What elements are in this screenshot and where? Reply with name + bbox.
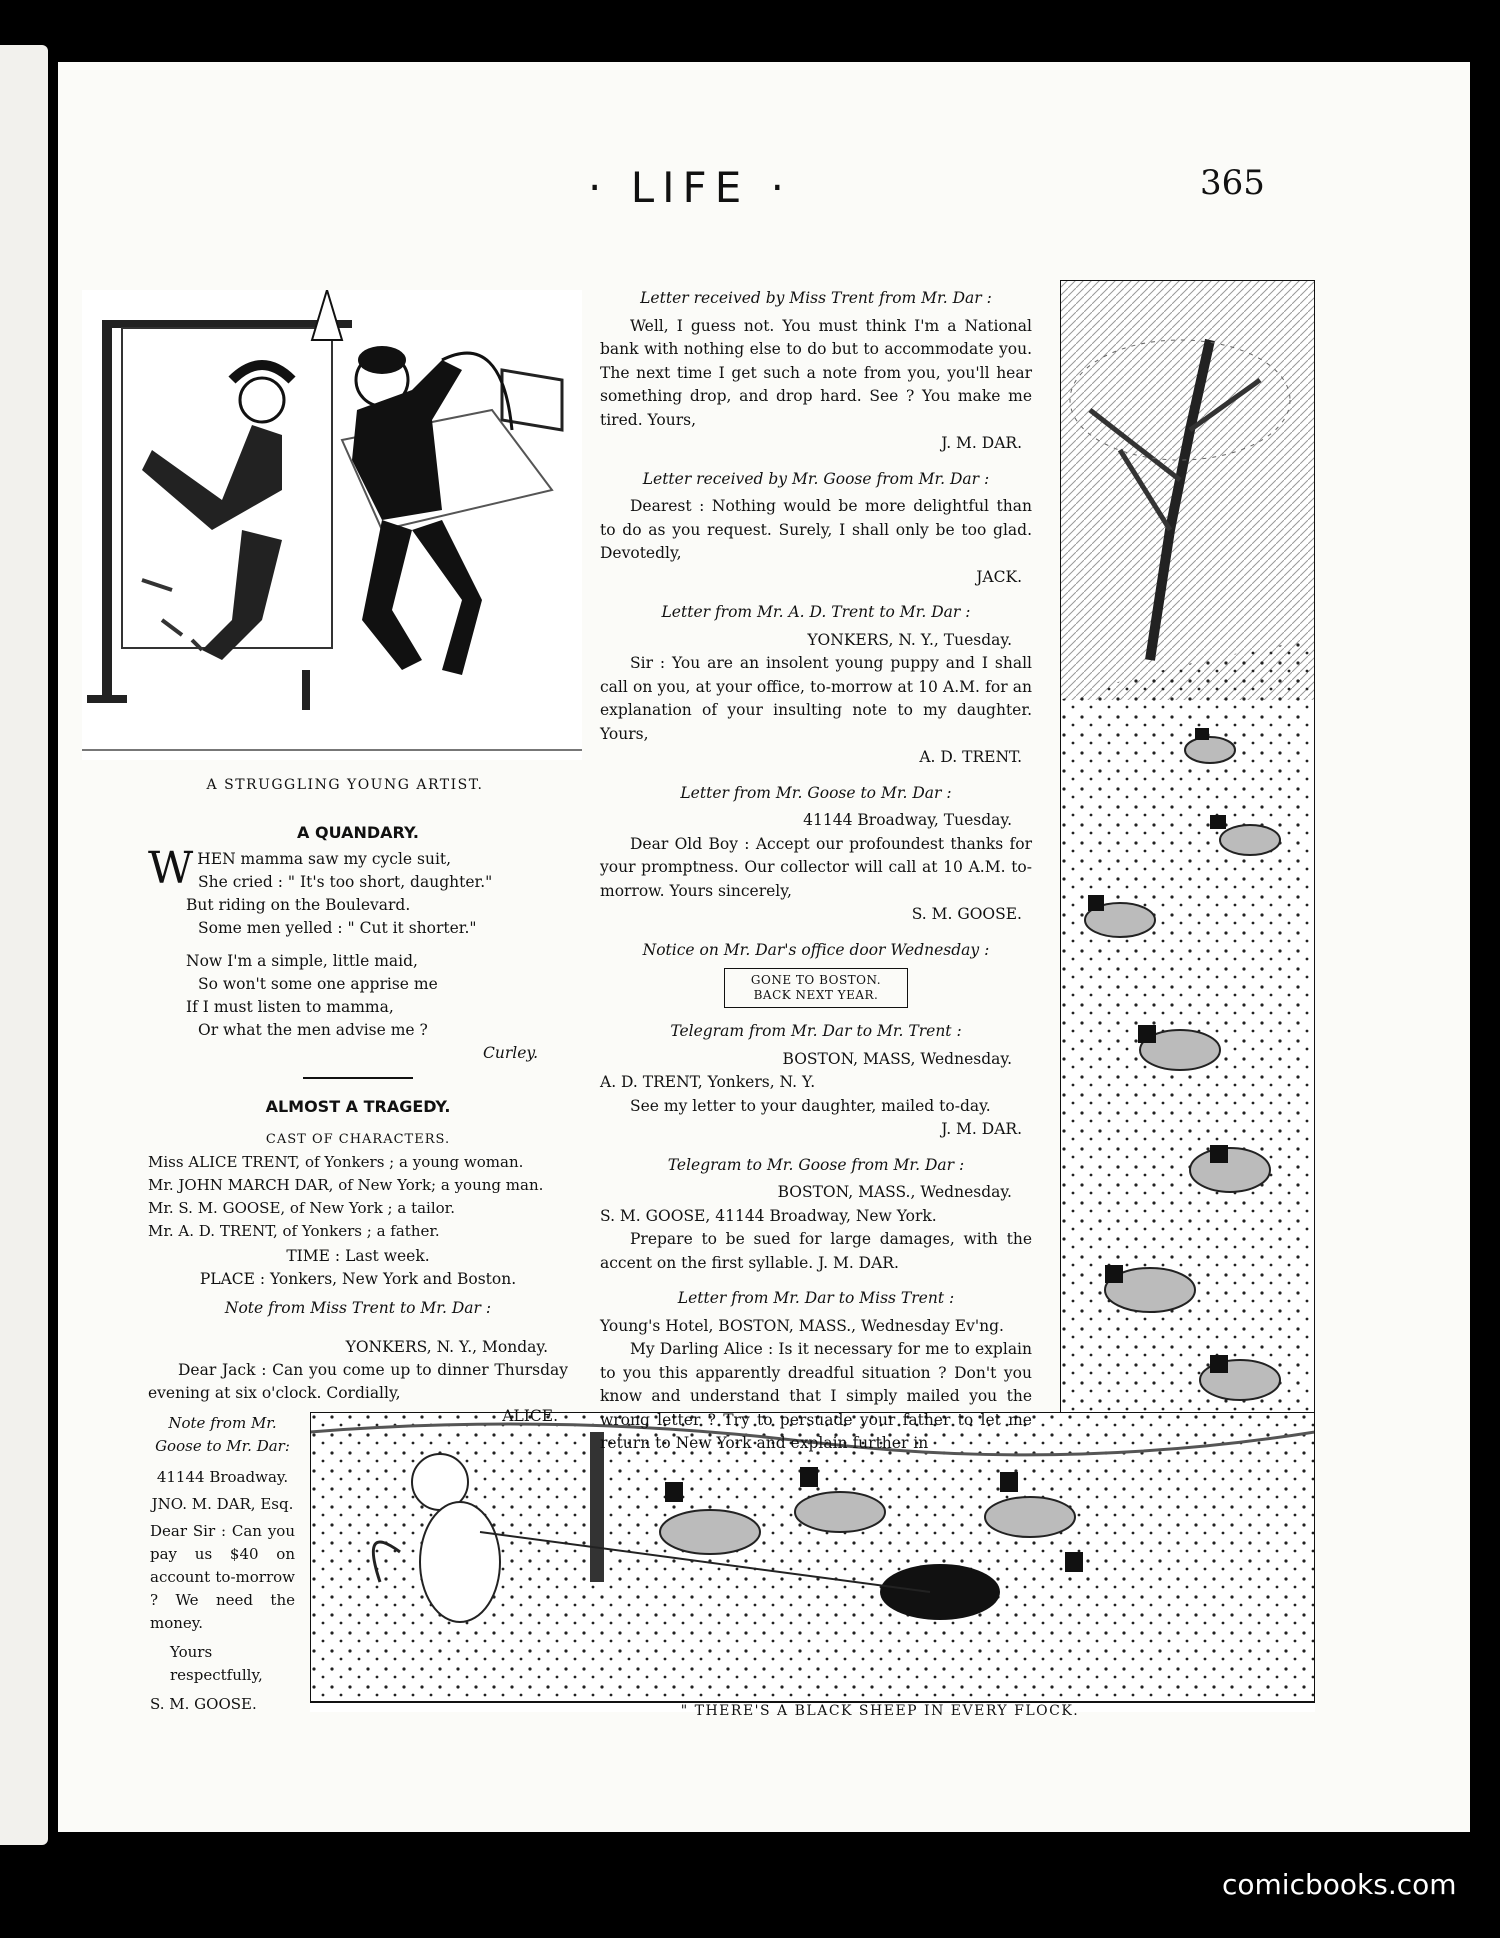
notice-line: BACK NEXT YEAR. [753,988,879,1002]
telegram-recipient: S. M. GOOSE, 41144 Broadway, New York. [600,1206,937,1225]
letter-body: Dearest : Nothing would be more delightful than to do as you request. Surely, I shall only be too glad. Devotedly, [600,497,1032,562]
goose-note-address: 41144 Broadway. [156,1468,289,1486]
poem-signature: Curley. [482,1044,538,1062]
watermark: comicbooks.com [1222,1868,1457,1901]
cast-member: Mr. A. D. TRENT, of Yonkers ; a father. [148,1222,440,1240]
letter-heading: Letter from Mr. A. D. Trent to Mr. Dar : [661,603,971,621]
quandary-poem [148,843,568,1065]
poem-line: Or what the men advise me ? [198,1021,428,1039]
time-line: TIME : Last week. [286,1247,430,1265]
telegram-dateline: BOSTON, MASS., Wednesday. [777,1183,1012,1201]
letter-body: Sir : You are an insolent young puppy and I shall call on you, at your office, to-morrow at 10 A.M. for an explanation of your insulting note to my daughter. Yours, [600,654,1032,743]
telegram-dateline: BOSTON, MASS, Wednesday. [782,1049,1012,1068]
letter-heading: Letter from Mr. Dar to Miss Trent : [677,1289,955,1307]
telegram-heading: Telegram from Mr. Dar to Mr. Trent : [670,1022,962,1040]
letter-signature: S. M. GOOSE. [911,905,1022,923]
cast-title: CAST OF CHARACTERS. [265,1132,451,1147]
letter-body: Dear Old Boy : Accept our profoundest thanks for your promptness. Our collector will call at 10 A.M. to-morrow. Yours sincerely, [600,834,1032,900]
note1-dateline: YONKERS, N. Y., Monday. [345,1337,548,1356]
office-door-notice [724,968,908,1008]
note1-heading: Note from Miss Trent to Mr. Dar : [224,1299,492,1317]
quandary-title: A QUANDARY. [297,823,419,842]
telegram-body: See my letter to your daughter, mailed to-day. [630,1096,991,1115]
flock-illustration [310,1412,1315,1712]
place-line: PLACE : Yonkers, New York and Boston. [199,1270,517,1288]
notice-heading: Notice on Mr. Dar's office door Wednesday : [642,940,990,959]
middle-column [600,287,1032,1456]
poem-line: But riding on the Boulevard. [186,896,411,914]
flock-caption: " THERE'S A BLACK SHEEP IN EVERY FLOCK. [680,1703,1080,1719]
letter-heading: Letter from Mr. Goose to Mr. Dar : [680,783,952,802]
note1-signature: ALICE. [502,1406,558,1425]
letter-dateline: YONKERS, N. Y., Tuesday. [807,630,1012,649]
page-number: 365 [1200,163,1265,203]
letter-dateline: Young's Hotel, BOSTON, MASS., Wednesday Ev'ng. [600,1316,1004,1335]
telegram-heading: Telegram to Mr. Goose from Mr. Dar : [667,1155,965,1174]
artist-illustration [82,290,582,760]
poem-line: Some men yelled : " Cut it shorter." [198,919,477,937]
goose-note-closing: Yours respectfully, [170,1643,263,1684]
goose-note-signature: S. M. GOOSE. [150,1695,257,1713]
goose-note-column [150,1412,295,1716]
poem-line: So won't some one apprise me [198,975,438,993]
cast-member: Miss ALICE TRENT, of Yonkers ; a young woman. [148,1153,524,1171]
goose-note-body: Dear Sir : Can you pay us $40 on account to-morrow ? We need the money. [150,1522,295,1632]
note1-body: Dear Jack : Can you come up to dinner Thursday evening at six o'clock. Cordially, [148,1360,568,1402]
telegram-signature: J. M. DAR. [941,1120,1022,1138]
letter-signature: J. M. DAR. [941,434,1022,452]
letter-signature: JACK. [976,567,1022,586]
poem-line: If I must listen to mamma, [186,998,394,1016]
masthead: · LIFE · [588,163,792,212]
letter-heading: Letter received by Mr. Goose from Mr. Dar : [642,469,990,488]
artist-caption: A STRUGGLING YOUNG ARTIST. [206,777,484,793]
section-divider [303,1077,413,1079]
letter-body: Well, I guess not. You must think I'm a National bank with nothing else to do but to accommodate you. The next time I get such a note from you, you'll hear something drop, and drop hard. See ? You make me tired. Yours, [600,316,1032,429]
poem-line: HEN mamma saw my cycle suit, [197,850,452,868]
notice-line: GONE TO BOSTON. [750,973,882,987]
letter-dateline: 41144 Broadway, Tuesday. [803,811,1012,829]
drop-cap: W [148,843,194,894]
telegram-recipient: A. D. TRENT, Yonkers, N. Y. [600,1073,816,1091]
goose-note-heading: Note from Mr. Goose to Mr. Dar: [155,1414,290,1455]
left-column [148,815,568,1443]
letter-heading: Letter received by Miss Trent from Mr. Dar : [640,289,992,307]
poem-line: She cried : " It's too short, daughter." [198,873,493,891]
telegram-body: Prepare to be sued for large damages, with the accent on the first syllable. J. M. DAR. [600,1230,1032,1272]
cast-member: Mr. JOHN MARCH DAR, of New York; a young man. [148,1176,544,1194]
tragedy-title: ALMOST A TRAGEDY. [265,1097,451,1116]
letter-signature: A. D. TRENT. [919,748,1022,766]
cast-member: Mr. S. M. GOOSE, of New York ; a tailor. [148,1199,455,1217]
previous-page-edge [0,45,48,1845]
goose-note-recipient: JNO. M. DAR, Esq. [151,1495,294,1513]
letter-body: My Darling Alice : Is it necessary for me to explain to you this apparently dreadful situation ? Don't you know and understand that I simply mailed you the wrong letter ? Try to persuade your father to let me return to New York and explain further in [600,1340,1032,1452]
poem-line: Now I'm a simple, little maid, [186,952,418,970]
